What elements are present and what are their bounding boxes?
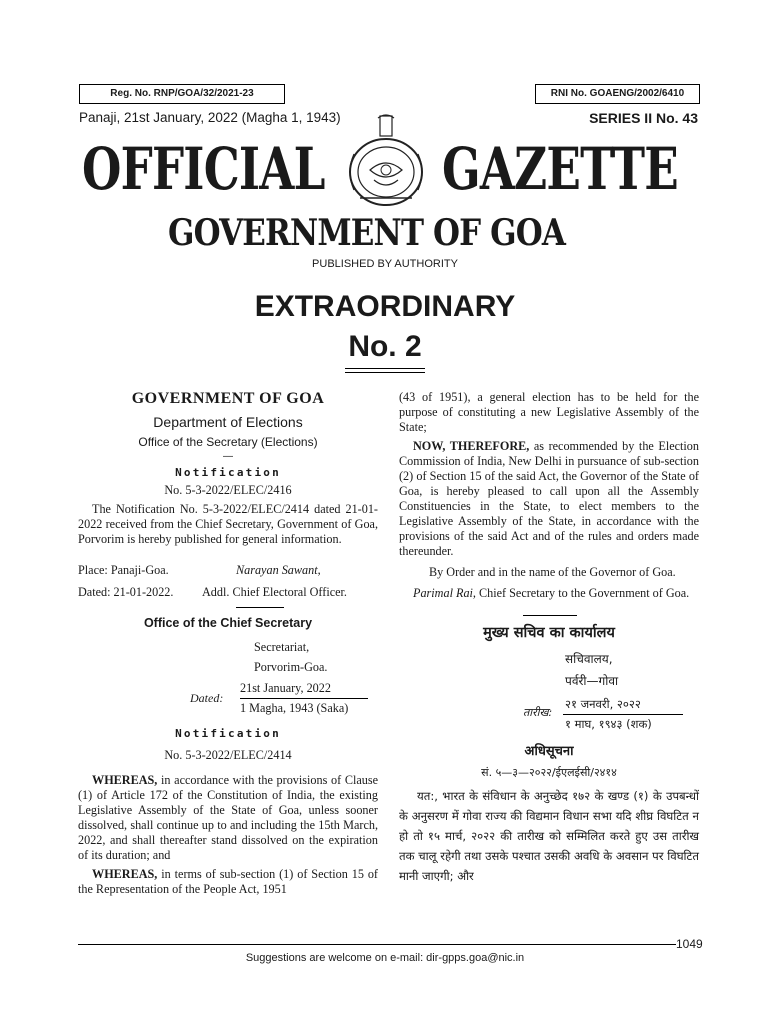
double-rule-bottom [345, 372, 425, 373]
whereas-text-2: in terms of sub-section (1) of Section 15 of the Representation of the People Act, 1951 [78, 867, 378, 896]
whereas-label-2: WHEREAS, [92, 867, 158, 881]
now-therefore-label: NOW, THEREFORE, [413, 439, 530, 453]
hindi-date-2: १ माघ, १९४३ (शक) [565, 717, 652, 731]
whereas-label-1: WHEREAS, [92, 773, 158, 787]
english-date: 21st January, 2022 [240, 681, 331, 695]
rni-number-box: RNI No. GOAENG/2002/6410 [535, 84, 700, 104]
saka-date: 1 Magha, 1943 (Saka) [240, 701, 349, 715]
office-chief-secretary: Office of the Chief Secretary [143, 616, 313, 630]
signatory-designation: Addl. Chief Electoral Officer. [202, 585, 347, 599]
porvorim-label: Porvorim-Goa. [254, 660, 328, 674]
now-therefore-paragraph [399, 439, 699, 559]
signature-rule [236, 607, 284, 608]
page-number: 1049 [676, 937, 703, 951]
by-order-line: By Order and in the name of the Governor of Goa. [429, 565, 676, 579]
notification-body: The Notification No. 5-3-2022/ELEC/2414 dated 21-01-2022 received from the Chief Secretary, Government of Goa, Porvorim is hereby published for general information. [78, 502, 378, 546]
footer-rule [78, 944, 676, 945]
right-paragraph-1: (43 of 1951), a general election has to be held for the purpose of constituting a new Legislative Assembly of the State; [399, 390, 699, 434]
masthead-official: OFFICIAL [82, 135, 325, 203]
department-name: Department of Elections [153, 414, 303, 430]
dash-separator: — [223, 451, 233, 462]
double-rule-top [345, 368, 425, 369]
hindi-sachivalay: सचिवालय, [565, 652, 613, 666]
whereas-paragraph-2 [78, 867, 378, 897]
notification-number-2: No. 5-3-2022/ELEC/2414 [164, 748, 292, 762]
dated-label-2: Dated: [190, 691, 224, 705]
masthead-government-of-goa: GOVERNMENT OF GOA [168, 212, 566, 254]
hindi-notification-title: अधिसूचना [524, 744, 574, 759]
chief-secretary-signature [399, 586, 699, 601]
hindi-tarikh-label: तारीख: [523, 706, 553, 719]
notification-title: Notification [175, 466, 281, 479]
left-heading: GOVERNMENT OF GOA [131, 390, 325, 407]
right-column [399, 390, 699, 886]
extraordinary-number: No. 2 [348, 330, 422, 363]
hindi-porvorim: पर्वरी—गोवा [565, 674, 619, 688]
hindi-notification-number: सं. ५—३—२०२२/ईएलईसी/२४१४ [481, 766, 617, 779]
signatory-name: Narayan Sawant, [236, 563, 321, 577]
hindi-office-heading: मुख्य सचिव का कार्यालय [483, 625, 615, 641]
extraordinary-heading: EXTRAORDINARY [254, 290, 516, 323]
dated-label: Dated: 21-01-2022. [78, 585, 174, 599]
hindi-body: यत:, भारत के संविधान के अनुच्छेद १७२ के खण्ड (१) के उपबन्धों के अनुसरण में गोवा राज्य की विद्यमान विधान सभा यदि शीघ्र विघटित न हो तो १५ मार्च, २०२२ की तारीख को सम्मिलित करते हुए उस तारीख तक चालू रहेगी तथा उसके पश्चात उसकी अवधि के अवसान पर विघटित मानी जाएगी; और [399, 789, 699, 883]
office-name: Office of the Secretary (Elections) [138, 435, 318, 449]
right-divider [523, 615, 577, 616]
notification-title-2: Notification [175, 727, 281, 740]
date-divider [240, 698, 368, 699]
now-therefore-text: as recommended by the Election Commission of India, New Delhi in pursuance of sub-section (2) of Section 15 of the said Act, the Governor of the State of Goa, is hereby pleased to call upon all the Assembly Constituencies in the State, to elect members to the Legislative Assembly of the State, in accordance with the provisions of the said Act and of the rules and orders made thereunder. [399, 439, 699, 558]
goa-emblem-icon [340, 112, 432, 210]
series-number: SERIES II No. 43 [589, 110, 698, 126]
right-signatory-designation: Chief Secretary to the Government of Goa. [475, 586, 690, 600]
whereas-paragraph-1 [78, 773, 378, 863]
place-label: Place: Panaji-Goa. [78, 563, 169, 577]
secretariat-label: Secretariat, [254, 640, 310, 654]
right-signatory-name: Parimal Rai, [413, 586, 476, 600]
hindi-date-divider [563, 714, 683, 715]
reg-number-box: Reg. No. RNP/GOA/32/2021-23 [79, 84, 285, 104]
notification-number: No. 5-3-2022/ELEC/2416 [164, 483, 292, 497]
footer-suggestion: Suggestions are welcome on e-mail: dir-gpps.goa@nic.in [245, 952, 525, 964]
hindi-date-1: २१ जनवरी, २०२२ [565, 697, 641, 711]
left-column [78, 388, 378, 897]
masthead-gazette: GAZETTE [442, 135, 678, 203]
published-by-authority: PUBLISHED BY AUTHORITY [312, 258, 458, 270]
whereas-text-1: in accordance with the provisions of Clause (1) of Article 172 of the Constitution of India, the existing Legislative Assembly of the State of Goa, unless sooner dissolved, shall continue up to and including the 15th March, 2022, and shall thereafter stand dissolved on the expiration of its duration; and [78, 773, 378, 862]
date-line: Panaji, 21st January, 2022 (Magha 1, 1943) [79, 110, 341, 125]
